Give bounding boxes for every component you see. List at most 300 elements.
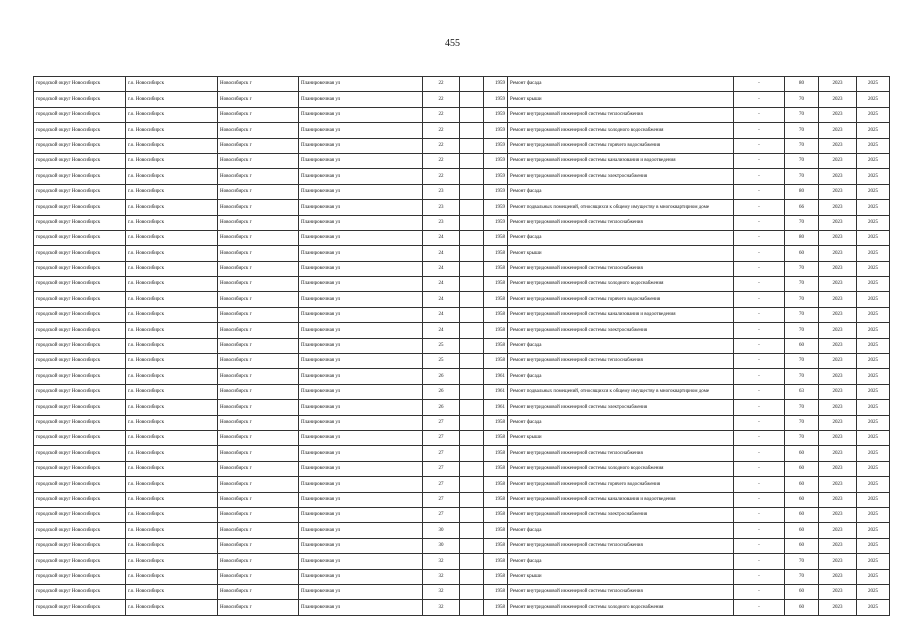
street-cell: Планировочная ул [299, 107, 423, 122]
street-cell: Планировочная ул [299, 292, 423, 307]
table-row [34, 153, 890, 168]
year-built-cell: 1958 [484, 569, 508, 584]
year-built-cell: 1958 [484, 277, 508, 292]
year-built-cell: 1959 [484, 169, 508, 184]
district-cell: городской округ Новосибирск [34, 277, 126, 292]
mark-cell: - [734, 338, 785, 353]
table-row [34, 138, 890, 153]
mark-cell: - [734, 261, 785, 276]
work-type-cell: Ремонт фасада [508, 554, 734, 569]
municipality-cell: г.о. Новосибирск [126, 169, 218, 184]
municipality-cell: г.о. Новосибирск [126, 77, 218, 92]
year-built-cell: 1958 [484, 323, 508, 338]
city-cell: Новосибирск г [218, 277, 299, 292]
house-number-cell: 27 [423, 430, 460, 445]
city-cell: Новосибирск г [218, 354, 299, 369]
city-cell: Новосибирск г [218, 246, 299, 261]
table-row [34, 384, 890, 399]
work-type-cell: Ремонт фасада [508, 415, 734, 430]
value-cell: 70 [785, 569, 819, 584]
municipality-cell: г.о. Новосибирск [126, 230, 218, 245]
end-year-cell: 2025 [857, 323, 890, 338]
house-number-cell: 23 [423, 215, 460, 230]
municipality-cell: г.о. Новосибирск [126, 153, 218, 168]
start-year-cell: 2023 [819, 200, 857, 215]
start-year-cell: 2023 [819, 446, 857, 461]
municipality-cell: г.о. Новосибирск [126, 246, 218, 261]
mark-cell: - [734, 430, 785, 445]
end-year-cell: 2025 [857, 184, 890, 199]
work-type-cell: Ремонт внутридомовой инженерной системы теплоснабжения [508, 538, 734, 553]
district-cell: городской округ Новосибирск [34, 338, 126, 353]
house-number-cell: 27 [423, 446, 460, 461]
city-cell: Новосибирск г [218, 200, 299, 215]
house-number-cell: 22 [423, 153, 460, 168]
work-type-cell: Ремонт фасада [508, 184, 734, 199]
end-year-cell: 2025 [857, 123, 890, 138]
building-cell [460, 92, 484, 107]
building-cell [460, 169, 484, 184]
city-cell: Новосибирск г [218, 523, 299, 538]
district-cell: городской округ Новосибирск [34, 123, 126, 138]
municipality-cell: г.о. Новосибирск [126, 123, 218, 138]
house-number-cell: 32 [423, 600, 460, 615]
work-type-cell: Ремонт внутридомовой инженерной системы канализования и водоотведения [508, 307, 734, 322]
district-cell: городской округ Новосибирск [34, 369, 126, 384]
municipality-cell: г.о. Новосибирск [126, 215, 218, 230]
street-cell: Планировочная ул [299, 554, 423, 569]
mark-cell: - [734, 123, 785, 138]
district-cell: городской округ Новосибирск [34, 446, 126, 461]
table-row [34, 277, 890, 292]
building-cell [460, 307, 484, 322]
work-type-cell: Ремонт внутридомовой инженерной системы канализования и водоотведения [508, 153, 734, 168]
city-cell: Новосибирск г [218, 554, 299, 569]
value-cell: 70 [785, 400, 819, 415]
building-cell [460, 554, 484, 569]
end-year-cell: 2025 [857, 169, 890, 184]
year-built-cell: 1958 [484, 230, 508, 245]
end-year-cell: 2025 [857, 554, 890, 569]
street-cell: Планировочная ул [299, 215, 423, 230]
city-cell: Новосибирск г [218, 261, 299, 276]
end-year-cell: 2025 [857, 492, 890, 507]
mark-cell: - [734, 507, 785, 522]
work-type-cell: Ремонт крыши [508, 430, 734, 445]
end-year-cell: 2025 [857, 277, 890, 292]
district-cell: городской округ Новосибирск [34, 477, 126, 492]
street-cell: Планировочная ул [299, 430, 423, 445]
municipality-cell: г.о. Новосибирск [126, 415, 218, 430]
year-built-cell: 1958 [484, 307, 508, 322]
mark-cell: - [734, 184, 785, 199]
district-cell: городской округ Новосибирск [34, 569, 126, 584]
start-year-cell: 2023 [819, 400, 857, 415]
city-cell: Новосибирск г [218, 292, 299, 307]
municipality-cell: г.о. Новосибирск [126, 184, 218, 199]
city-cell: Новосибирск г [218, 507, 299, 522]
table-row [34, 554, 890, 569]
work-type-cell: Ремонт внутридомовой инженерной системы электроснабжения [508, 507, 734, 522]
value-cell: 60 [785, 446, 819, 461]
work-type-cell: Ремонт внутридомовой инженерной системы холодного водоснабжения [508, 277, 734, 292]
value-cell: 80 [785, 230, 819, 245]
house-number-cell: 27 [423, 492, 460, 507]
work-type-cell: Ремонт внутридомовой инженерной системы теплоснабжения [508, 215, 734, 230]
mark-cell: - [734, 492, 785, 507]
end-year-cell: 2025 [857, 477, 890, 492]
start-year-cell: 2023 [819, 169, 857, 184]
work-type-cell: Ремонт фасада [508, 77, 734, 92]
city-cell: Новосибирск г [218, 477, 299, 492]
start-year-cell: 2023 [819, 230, 857, 245]
house-number-cell: 32 [423, 584, 460, 599]
work-type-cell: Ремонт внутридомовой инженерной системы канализования и водоотведения [508, 492, 734, 507]
street-cell: Планировочная ул [299, 169, 423, 184]
year-built-cell: 1959 [484, 215, 508, 230]
end-year-cell: 2025 [857, 446, 890, 461]
district-cell: городской округ Новосибирск [34, 292, 126, 307]
building-cell [460, 461, 484, 476]
year-built-cell: 1958 [484, 492, 508, 507]
mark-cell: - [734, 153, 785, 168]
street-cell: Планировочная ул [299, 461, 423, 476]
end-year-cell: 2025 [857, 292, 890, 307]
municipality-cell: г.о. Новосибирск [126, 277, 218, 292]
municipality-cell: г.о. Новосибирск [126, 569, 218, 584]
municipality-cell: г.о. Новосибирск [126, 430, 218, 445]
end-year-cell: 2025 [857, 92, 890, 107]
house-number-cell: 25 [423, 354, 460, 369]
table-row [34, 338, 890, 353]
value-cell: 70 [785, 354, 819, 369]
house-number-cell: 24 [423, 230, 460, 245]
building-cell [460, 184, 484, 199]
table-row [34, 584, 890, 599]
street-cell: Планировочная ул [299, 538, 423, 553]
building-cell [460, 415, 484, 430]
year-built-cell: 1961 [484, 400, 508, 415]
value-cell: 70 [785, 430, 819, 445]
end-year-cell: 2025 [857, 461, 890, 476]
street-cell: Планировочная ул [299, 307, 423, 322]
start-year-cell: 2023 [819, 246, 857, 261]
year-built-cell: 1958 [484, 246, 508, 261]
building-cell [460, 77, 484, 92]
house-number-cell: 30 [423, 538, 460, 553]
value-cell: 66 [785, 200, 819, 215]
work-type-cell: Ремонт внутридомовой инженерной системы теплоснабжения [508, 584, 734, 599]
start-year-cell: 2023 [819, 369, 857, 384]
house-number-cell: 24 [423, 323, 460, 338]
street-cell: Планировочная ул [299, 446, 423, 461]
city-cell: Новосибирск г [218, 369, 299, 384]
year-built-cell: 1958 [484, 415, 508, 430]
mark-cell: - [734, 107, 785, 122]
year-built-cell: 1959 [484, 107, 508, 122]
work-type-cell: Ремонт подвальных помещений, относящихся к общему имуществу в многоквартирном доме [508, 384, 734, 399]
capital-repair-table [33, 76, 890, 616]
end-year-cell: 2025 [857, 200, 890, 215]
start-year-cell: 2023 [819, 215, 857, 230]
year-built-cell: 1958 [484, 261, 508, 276]
mark-cell: - [734, 400, 785, 415]
district-cell: городской округ Новосибирск [34, 384, 126, 399]
municipality-cell: г.о. Новосибирск [126, 477, 218, 492]
building-cell [460, 430, 484, 445]
district-cell: городской округ Новосибирск [34, 461, 126, 476]
district-cell: городской округ Новосибирск [34, 584, 126, 599]
municipality-cell: г.о. Новосибирск [126, 584, 218, 599]
house-number-cell: 27 [423, 477, 460, 492]
start-year-cell: 2023 [819, 600, 857, 615]
building-cell [460, 600, 484, 615]
start-year-cell: 2023 [819, 384, 857, 399]
value-cell: 70 [785, 369, 819, 384]
value-cell: 70 [785, 554, 819, 569]
work-type-cell: Ремонт фасада [508, 338, 734, 353]
start-year-cell: 2023 [819, 292, 857, 307]
value-cell: 60 [785, 584, 819, 599]
mark-cell: - [734, 246, 785, 261]
house-number-cell: 22 [423, 123, 460, 138]
value-cell: 60 [785, 523, 819, 538]
mark-cell: - [734, 369, 785, 384]
city-cell: Новосибирск г [218, 430, 299, 445]
end-year-cell: 2025 [857, 523, 890, 538]
value-cell: 60 [785, 461, 819, 476]
mark-cell: - [734, 446, 785, 461]
street-cell: Планировочная ул [299, 523, 423, 538]
work-type-cell: Ремонт фасада [508, 523, 734, 538]
municipality-cell: г.о. Новосибирск [126, 261, 218, 276]
value-cell: 60 [785, 600, 819, 615]
year-built-cell: 1961 [484, 369, 508, 384]
city-cell: Новосибирск г [218, 538, 299, 553]
district-cell: городской округ Новосибирск [34, 600, 126, 615]
street-cell: Планировочная ул [299, 338, 423, 353]
table-row [34, 246, 890, 261]
work-type-cell: Ремонт внутридомовой инженерной системы холодного водоснабжения [508, 123, 734, 138]
street-cell: Планировочная ул [299, 369, 423, 384]
value-cell: 70 [785, 261, 819, 276]
end-year-cell: 2025 [857, 215, 890, 230]
value-cell: 60 [785, 338, 819, 353]
table-row [34, 92, 890, 107]
municipality-cell: г.о. Новосибирск [126, 446, 218, 461]
start-year-cell: 2023 [819, 554, 857, 569]
end-year-cell: 2025 [857, 400, 890, 415]
district-cell: городской округ Новосибирск [34, 523, 126, 538]
municipality-cell: г.о. Новосибирск [126, 338, 218, 353]
table-row [34, 492, 890, 507]
mark-cell: - [734, 584, 785, 599]
year-built-cell: 1958 [484, 584, 508, 599]
municipality-cell: г.о. Новосибирск [126, 369, 218, 384]
value-cell: 70 [785, 153, 819, 168]
table-row [34, 184, 890, 199]
building-cell [460, 200, 484, 215]
building-cell [460, 277, 484, 292]
city-cell: Новосибирск г [218, 123, 299, 138]
work-type-cell: Ремонт внутридомовой инженерной системы электроснабжения [508, 400, 734, 415]
end-year-cell: 2025 [857, 415, 890, 430]
table-row [34, 369, 890, 384]
table-row [34, 215, 890, 230]
house-number-cell: 24 [423, 307, 460, 322]
street-cell: Планировочная ул [299, 277, 423, 292]
table-row [34, 461, 890, 476]
work-type-cell: Ремонт крыши [508, 569, 734, 584]
start-year-cell: 2023 [819, 92, 857, 107]
value-cell: 70 [785, 123, 819, 138]
work-type-cell: Ремонт внутридомовой инженерной системы теплоснабжения [508, 446, 734, 461]
start-year-cell: 2023 [819, 277, 857, 292]
street-cell: Планировочная ул [299, 246, 423, 261]
house-number-cell: 23 [423, 200, 460, 215]
mark-cell: - [734, 354, 785, 369]
municipality-cell: г.о. Новосибирск [126, 384, 218, 399]
city-cell: Новосибирск г [218, 446, 299, 461]
end-year-cell: 2025 [857, 384, 890, 399]
street-cell: Планировочная ул [299, 569, 423, 584]
district-cell: городской округ Новосибирск [34, 538, 126, 553]
district-cell: городской округ Новосибирск [34, 354, 126, 369]
start-year-cell: 2023 [819, 184, 857, 199]
value-cell: 63 [785, 384, 819, 399]
start-year-cell: 2023 [819, 123, 857, 138]
district-cell: городской округ Новосибирск [34, 261, 126, 276]
start-year-cell: 2023 [819, 138, 857, 153]
mark-cell: - [734, 92, 785, 107]
city-cell: Новосибирск г [218, 492, 299, 507]
end-year-cell: 2025 [857, 369, 890, 384]
start-year-cell: 2023 [819, 523, 857, 538]
work-type-cell: Ремонт внутридомовой инженерной системы холодного водоснабжения [508, 461, 734, 476]
mark-cell: - [734, 200, 785, 215]
year-built-cell: 1958 [484, 446, 508, 461]
mark-cell: - [734, 554, 785, 569]
street-cell: Планировочная ул [299, 200, 423, 215]
city-cell: Новосибирск г [218, 600, 299, 615]
value-cell: 70 [785, 138, 819, 153]
year-built-cell: 1959 [484, 200, 508, 215]
building-cell [460, 538, 484, 553]
building-cell [460, 523, 484, 538]
house-number-cell: 32 [423, 569, 460, 584]
page-number: 455 [445, 38, 460, 49]
value-cell: 60 [785, 246, 819, 261]
street-cell: Планировочная ул [299, 153, 423, 168]
table-row [34, 77, 890, 92]
value-cell: 70 [785, 169, 819, 184]
building-cell [460, 492, 484, 507]
city-cell: Новосибирск г [218, 415, 299, 430]
mark-cell: - [734, 292, 785, 307]
end-year-cell: 2025 [857, 246, 890, 261]
city-cell: Новосибирск г [218, 323, 299, 338]
house-number-cell: 22 [423, 138, 460, 153]
end-year-cell: 2025 [857, 507, 890, 522]
end-year-cell: 2025 [857, 230, 890, 245]
end-year-cell: 2025 [857, 107, 890, 122]
district-cell: городской округ Новосибирск [34, 507, 126, 522]
table-row [34, 307, 890, 322]
table-row [34, 477, 890, 492]
district-cell: городской округ Новосибирск [34, 323, 126, 338]
year-built-cell: 1958 [484, 600, 508, 615]
building-cell [460, 569, 484, 584]
district-cell: городской округ Новосибирск [34, 138, 126, 153]
city-cell: Новосибирск г [218, 400, 299, 415]
table-row [34, 123, 890, 138]
start-year-cell: 2023 [819, 354, 857, 369]
mark-cell: - [734, 523, 785, 538]
municipality-cell: г.о. Новосибирск [126, 292, 218, 307]
table-row [34, 600, 890, 615]
value-cell: 60 [785, 538, 819, 553]
street-cell: Планировочная ул [299, 92, 423, 107]
start-year-cell: 2023 [819, 323, 857, 338]
mark-cell: - [734, 77, 785, 92]
start-year-cell: 2023 [819, 307, 857, 322]
value-cell: 70 [785, 307, 819, 322]
house-number-cell: 26 [423, 369, 460, 384]
table-row [34, 107, 890, 122]
mark-cell: - [734, 230, 785, 245]
municipality-cell: г.о. Новосибирск [126, 200, 218, 215]
city-cell: Новосибирск г [218, 92, 299, 107]
year-built-cell: 1958 [484, 430, 508, 445]
building-cell [460, 292, 484, 307]
end-year-cell: 2025 [857, 338, 890, 353]
city-cell: Новосибирск г [218, 184, 299, 199]
district-cell: городской округ Новосибирск [34, 400, 126, 415]
year-built-cell: 1958 [484, 538, 508, 553]
city-cell: Новосибирск г [218, 338, 299, 353]
house-number-cell: 22 [423, 107, 460, 122]
start-year-cell: 2023 [819, 584, 857, 599]
municipality-cell: г.о. Новосибирск [126, 400, 218, 415]
building-cell [460, 107, 484, 122]
building-cell [460, 123, 484, 138]
end-year-cell: 2025 [857, 600, 890, 615]
building-cell [460, 507, 484, 522]
building-cell [460, 446, 484, 461]
municipality-cell: г.о. Новосибирск [126, 92, 218, 107]
value-cell: 80 [785, 77, 819, 92]
value-cell: 70 [785, 107, 819, 122]
building-cell [460, 215, 484, 230]
mark-cell: - [734, 477, 785, 492]
year-built-cell: 1958 [484, 523, 508, 538]
municipality-cell: г.о. Новосибирск [126, 523, 218, 538]
district-cell: городской округ Новосибирск [34, 77, 126, 92]
street-cell: Планировочная ул [299, 323, 423, 338]
street-cell: Планировочная ул [299, 184, 423, 199]
house-number-cell: 22 [423, 169, 460, 184]
start-year-cell: 2023 [819, 430, 857, 445]
work-type-cell: Ремонт внутридомовой инженерной системы горячего водоснабжения [508, 138, 734, 153]
start-year-cell: 2023 [819, 538, 857, 553]
building-cell [460, 338, 484, 353]
start-year-cell: 2023 [819, 153, 857, 168]
district-cell: городской округ Новосибирск [34, 184, 126, 199]
district-cell: городской округ Новосибирск [34, 215, 126, 230]
house-number-cell: 24 [423, 277, 460, 292]
value-cell: 60 [785, 507, 819, 522]
end-year-cell: 2025 [857, 261, 890, 276]
